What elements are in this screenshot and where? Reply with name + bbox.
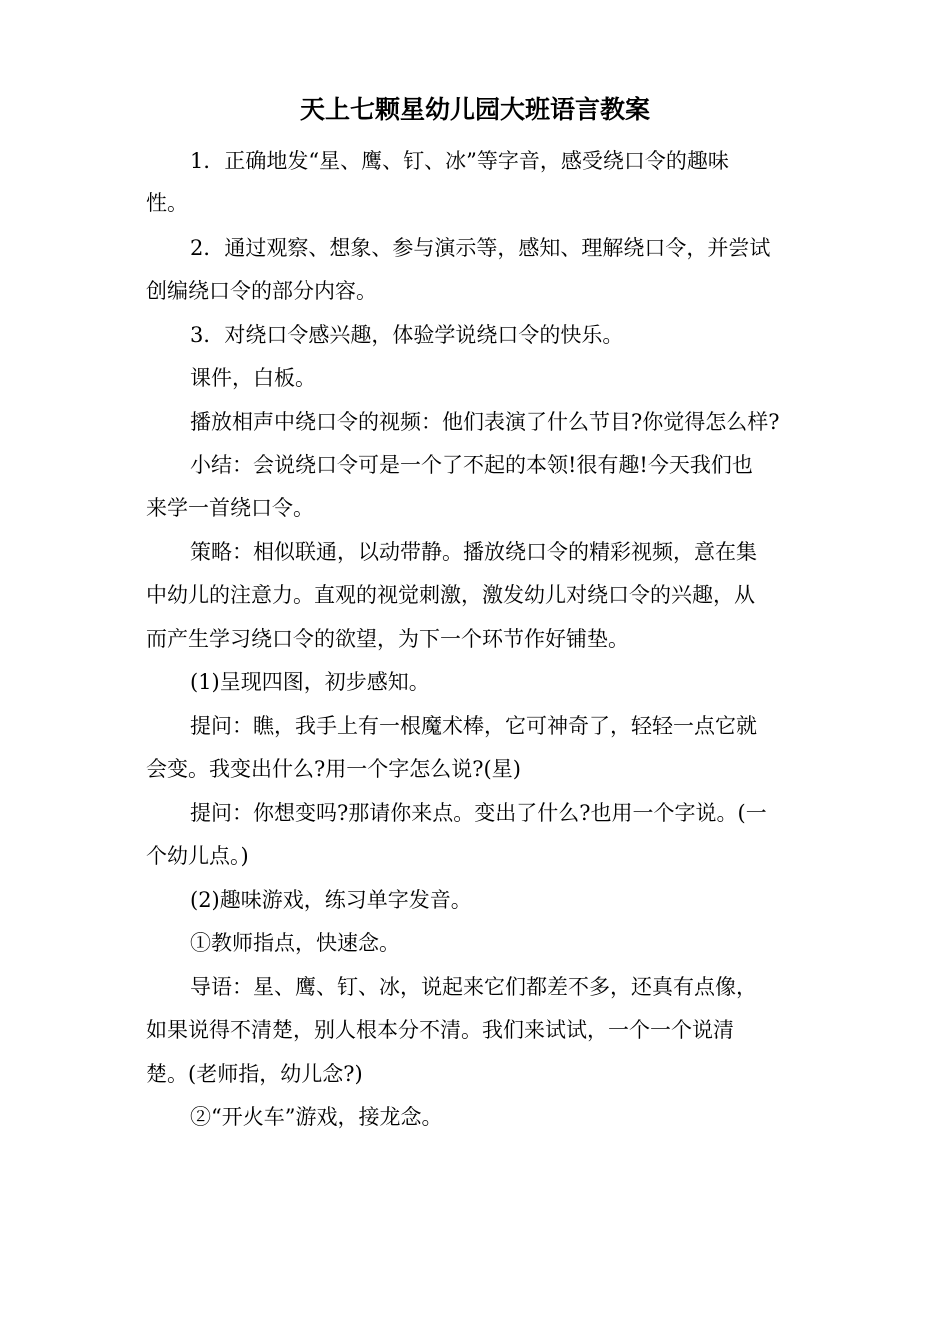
paragraph-line: 2．通过观察、想象、参与演示等，感知、理解绕口令，并尝试 — [190, 236, 771, 260]
paragraph-line: 性。 — [146, 191, 188, 215]
paragraph-line: 创编绕口令的部分内容。 — [146, 279, 377, 303]
paragraph-line: 如果说得不清楚，别人根本分不清。我们来试试，一个一个说清 — [146, 1018, 734, 1042]
paragraph-line: 来学一首绕口令。 — [146, 496, 314, 520]
document-title: 天上七颗星幼儿园大班语言教案 — [299, 95, 650, 124]
paragraph-line: 提问：瞧，我手上有一根魔术棒，它可神奇了，轻轻一点它就 — [190, 714, 757, 738]
paragraph-line: 个幼儿点。) — [146, 844, 249, 868]
paragraph-line: 楚。(老师指，幼儿念?) — [146, 1062, 363, 1086]
paragraph-line: 会变。我变出什么?用一个字怎么说?(星) — [146, 757, 521, 781]
paragraph-line: 策略：相似联通，以动带静。播放绕口令的精彩视频，意在集 — [190, 540, 757, 564]
paragraph-line: 3．对绕口令感兴趣，体验学说绕口令的快乐。 — [190, 323, 624, 347]
paragraph-line: 导语：星、鹰、钉、冰，说起来它们都差不多，还真有点像， — [190, 975, 757, 999]
paragraph-line: (2)趣味游戏，练习单字发音。 — [190, 888, 472, 912]
paragraph-line: 课件，白板。 — [190, 366, 316, 390]
paragraph-line: 1．正确地发“星、鹰、钉、冰”等字音，感受绕口令的趣味 — [190, 149, 729, 173]
paragraph-line: (1)呈现四图，初步感知。 — [190, 670, 430, 694]
paragraph-line: 播放相声中绕口令的视频：他们表演了什么节目?你觉得怎么样? — [190, 410, 780, 434]
paragraph-line: ②“开火车”游戏，接龙念。 — [190, 1105, 443, 1129]
paragraph-line: 小结：会说绕口令可是一个了不起的本领!很有趣!今天我们也 — [190, 453, 753, 477]
paragraph-line: 中幼儿的注意力。直观的视觉刺激，激发幼儿对绕口令的兴趣，从 — [146, 583, 755, 607]
paragraph-line: 提问：你想变吗?那请你来点。变出了什么?也用一个字说。(一 — [190, 801, 767, 825]
paragraph-line: ①教师指点，快速念。 — [190, 931, 400, 955]
paragraph-line: 而产生学习绕口令的欲望，为下一个环节作好铺垫。 — [146, 627, 629, 651]
